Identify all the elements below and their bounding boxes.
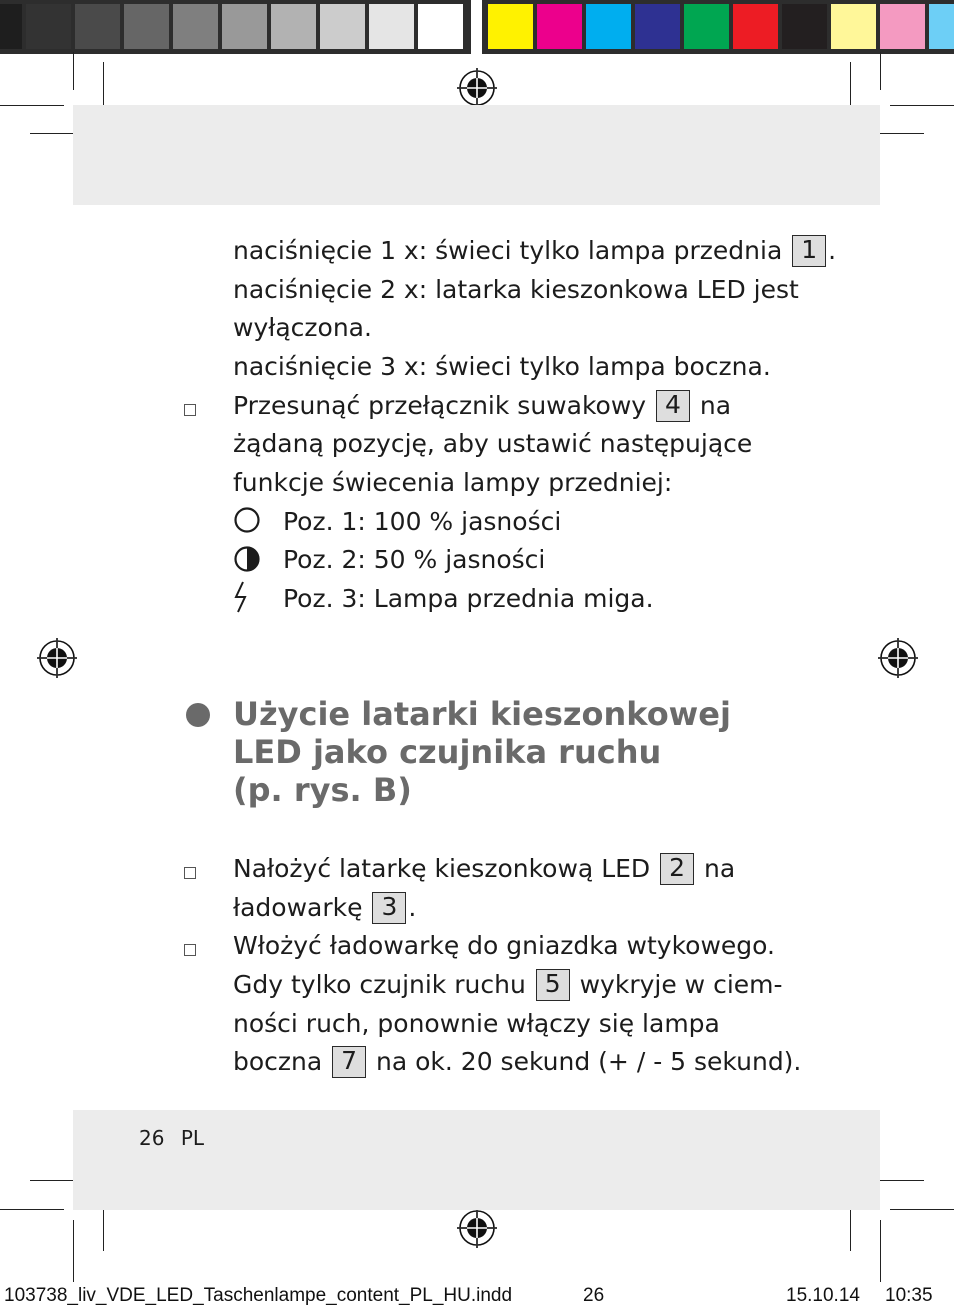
language-code: PL bbox=[180, 1126, 205, 1150]
text-line: żądaną pozycję, aby ustawić następujące bbox=[233, 429, 753, 458]
text-line: Poz. 1: 100 % jasności bbox=[283, 507, 562, 536]
text-line: ładowarkę 3 . bbox=[233, 892, 417, 922]
gray-swatch bbox=[0, 4, 22, 49]
text-line: Włożyć ładowarkę do gniazdka wtykowego. bbox=[233, 931, 775, 960]
text-line: naciśnięcie 3 x: świeci tylko lampa boczna. bbox=[233, 352, 771, 381]
process-color-swatch bbox=[782, 4, 827, 49]
lightning-bolt-icon bbox=[230, 580, 252, 614]
registration-mark-icon bbox=[457, 68, 497, 108]
checkbox-bullet-icon bbox=[184, 867, 196, 879]
gray-swatch bbox=[26, 4, 71, 49]
gray-swatch bbox=[222, 4, 267, 49]
text-line: naciśnięcie 2 x: latarka kieszonkowa LED jest bbox=[233, 275, 799, 304]
slug-page: 26 bbox=[583, 1285, 605, 1306]
slug-date: 15.10.14 bbox=[786, 1285, 860, 1306]
registration-mark-icon bbox=[37, 638, 77, 678]
heading-bullet-icon bbox=[186, 703, 210, 727]
reference-box: 5 bbox=[536, 969, 570, 1001]
text-line: naciśnięcie 1 x: świeci tylko lampa przednia 1 . bbox=[233, 235, 837, 265]
gray-swatch bbox=[124, 4, 169, 49]
process-color-swatch bbox=[880, 4, 925, 49]
text-line: Przesunąć przełącznik suwakowy 4 na bbox=[233, 390, 732, 420]
registration-mark-icon bbox=[457, 1208, 497, 1248]
circle-outline-icon bbox=[233, 506, 261, 534]
text-line: Poz. 3: Lampa przednia miga. bbox=[283, 584, 654, 613]
text-line: wyłączona. bbox=[233, 313, 372, 342]
slug-filename: 103738_liv_VDE_LED_Taschenlampe_content_PL_HU.indd bbox=[4, 1285, 513, 1306]
process-color-swatch bbox=[684, 4, 729, 49]
process-color-swatch bbox=[488, 4, 533, 49]
text-line: Gdy tylko czujnik ruchu 5 wykryje w ciem- bbox=[233, 969, 783, 999]
reference-box: 4 bbox=[656, 390, 690, 422]
text-line: Poz. 2: 50 % jasności bbox=[283, 545, 546, 574]
process-color-swatch bbox=[733, 4, 778, 49]
text-line: funkcje świecenia lampy przedniej: bbox=[233, 468, 673, 497]
reference-box: 7 bbox=[332, 1046, 366, 1078]
slug-time: 10:35 bbox=[885, 1285, 933, 1306]
reference-box: 3 bbox=[372, 892, 406, 924]
page-footer bbox=[139, 1126, 204, 1150]
reference-box: 1 bbox=[792, 235, 826, 267]
gray-swatch bbox=[173, 4, 218, 49]
gray-swatch bbox=[418, 4, 463, 49]
gray-swatch bbox=[369, 4, 414, 49]
page-number: 26 bbox=[139, 1126, 165, 1150]
process-color-swatch bbox=[586, 4, 631, 49]
process-color-swatch bbox=[635, 4, 680, 49]
reference-box: 2 bbox=[660, 853, 694, 885]
gray-swatch bbox=[320, 4, 365, 49]
text-line: boczna 7 na ok. 20 sekund (+ / - 5 sekund). bbox=[233, 1046, 802, 1076]
checkbox-bullet-icon bbox=[184, 404, 196, 416]
section-heading: Użycie latarki kieszonkowej LED jako czujnika ruchu (p. rys. B) bbox=[233, 695, 731, 809]
checkbox-bullet-icon bbox=[184, 944, 196, 956]
half-circle-icon bbox=[233, 545, 261, 573]
footer-band bbox=[73, 1110, 880, 1210]
text-line: Nałożyć latarkę kieszonkową LED 2 na bbox=[233, 853, 736, 883]
header-band bbox=[73, 105, 880, 205]
gray-swatch bbox=[75, 4, 120, 49]
process-color-swatch bbox=[537, 4, 582, 49]
registration-mark-icon bbox=[878, 638, 918, 678]
process-color-swatch bbox=[831, 4, 876, 49]
process-color-swatch bbox=[929, 4, 954, 49]
gray-swatch bbox=[271, 4, 316, 49]
text-line: ności ruch, ponownie włączy się lampa bbox=[233, 1009, 720, 1038]
